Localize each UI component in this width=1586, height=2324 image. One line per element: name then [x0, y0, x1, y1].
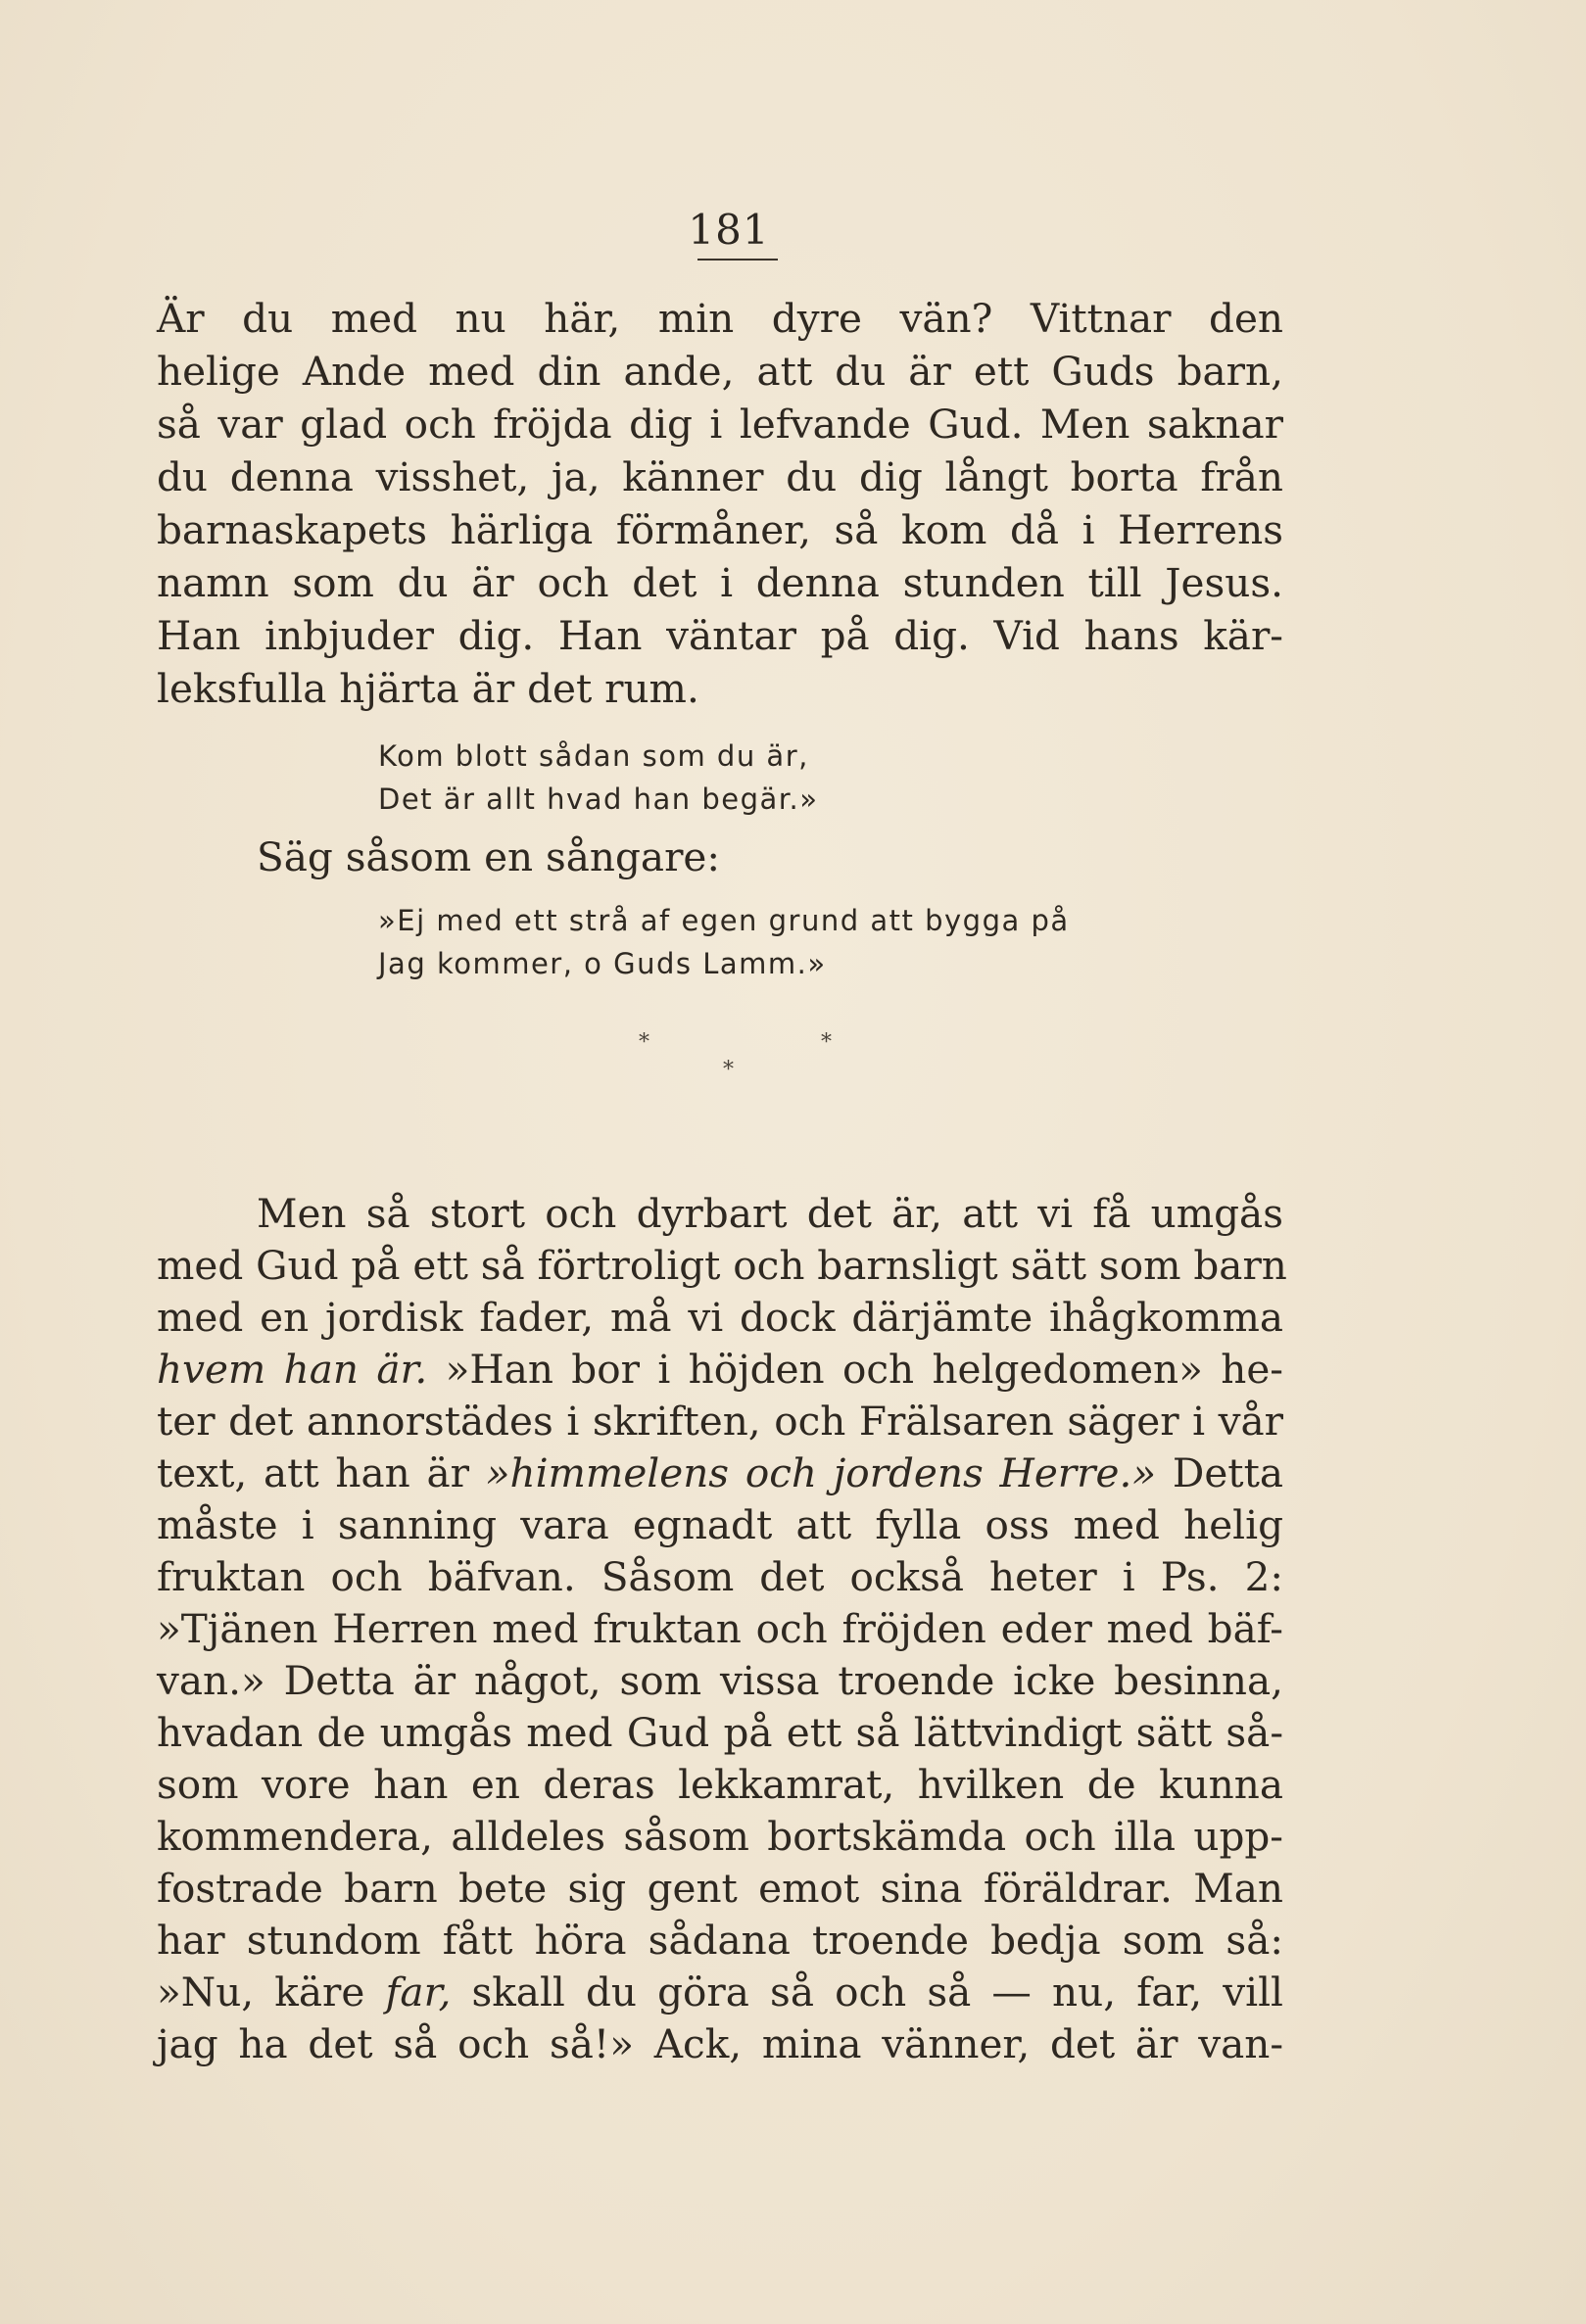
text-line: du denna visshet, ja, känner du dig långt borta från — [157, 453, 1283, 500]
text-line: helige Ande med din ande, att du är ett Guds barn, — [157, 348, 1283, 395]
text-line: hvadan de umgås med Gud på ett så lättvindigt sätt så- — [157, 1709, 1283, 1756]
text-line: fostrade barn bete sig gent emot sina föräldrar. Man — [157, 1865, 1283, 1912]
separator-star: * — [723, 1058, 734, 1082]
separator-star: * — [821, 1030, 832, 1055]
text-line: som vore han en deras lekkamrat, hvilken de kunna — [157, 1761, 1283, 1808]
text-line: namn som du är och det i denna stunden till Jesus. — [157, 559, 1283, 606]
text-span: Detta — [1156, 1449, 1283, 1496]
verse-line: Jag kommer, o Guds Lamm.» — [378, 947, 827, 980]
text-line: Men så stort och dyrbart det är, att vi få umgås — [257, 1190, 1283, 1237]
text-line: Är du med nu här, min dyre vän? Vittnar den — [157, 295, 1283, 342]
text-span: skall du göra så och så — nu, far, vill — [451, 1968, 1283, 2016]
text-line: Han inbjuder dig. Han väntar på dig. Vid hans kär- — [157, 612, 1283, 659]
text-span: text, att han är — [157, 1449, 486, 1496]
text-line: med Gud på ett så förtroligt och barnsligt sätt som barn — [157, 1242, 1287, 1289]
text-line — [157, 1343, 1283, 1396]
page-number: 181 — [688, 206, 770, 254]
emphasis-text: far, — [385, 1968, 452, 2016]
emphasis-text: hvem han är. — [157, 1346, 428, 1393]
text-line: barnaskapets härliga förmåner, så kom då i Herrens — [157, 506, 1283, 553]
page-number-rule — [697, 259, 778, 261]
text-line — [157, 1966, 1283, 2018]
verse-line: Det är allt hvad han begär.» — [378, 783, 819, 816]
separator-star: * — [639, 1030, 649, 1055]
text-line — [157, 1447, 1283, 1499]
intro-line: Säg såsom en sångare: — [257, 833, 721, 880]
text-line: har stundom fått höra sådana troende bedja som så: — [157, 1917, 1283, 1964]
text-span: »Han bor i höjden och helgedomen» he- — [427, 1346, 1283, 1393]
text-line: med en jordisk fader, må vi dock därjämte ihågkomma — [157, 1294, 1283, 1341]
text-span: »Nu, käre — [157, 1968, 386, 2016]
text-line: van.» Detta är något, som vissa troende icke besinna, — [157, 1657, 1283, 1704]
text-line: jag ha det så och så!» Ack, mina vänner, det är van- — [157, 2020, 1283, 2067]
text-line: fruktan och bäfvan. Såsom det också heter i Ps. 2: — [157, 1553, 1283, 1600]
verse-line: Kom blott sådan som du är, — [378, 739, 809, 773]
text-line: leksfulla hjärta är det rum. — [157, 665, 699, 712]
text-line: måste i sanning vara egnadt att fylla oss med helig — [157, 1501, 1283, 1548]
text-line: kommendera, alldeles såsom bortskämda och illa upp- — [157, 1813, 1283, 1860]
text-line: ter det annorstädes i skriften, och Frälsaren säger i vår — [157, 1398, 1283, 1445]
text-line: så var glad och fröjda dig i lefvande Gud. Men saknar — [157, 401, 1283, 448]
text-line: »Tjänen Herren med fruktan och fröjden eder med bäf- — [157, 1605, 1283, 1652]
verse-line: »Ej med ett strå af egen grund att bygga på — [378, 904, 1070, 937]
emphasis-text: »himmelens och jordens Herre.» — [485, 1449, 1157, 1496]
